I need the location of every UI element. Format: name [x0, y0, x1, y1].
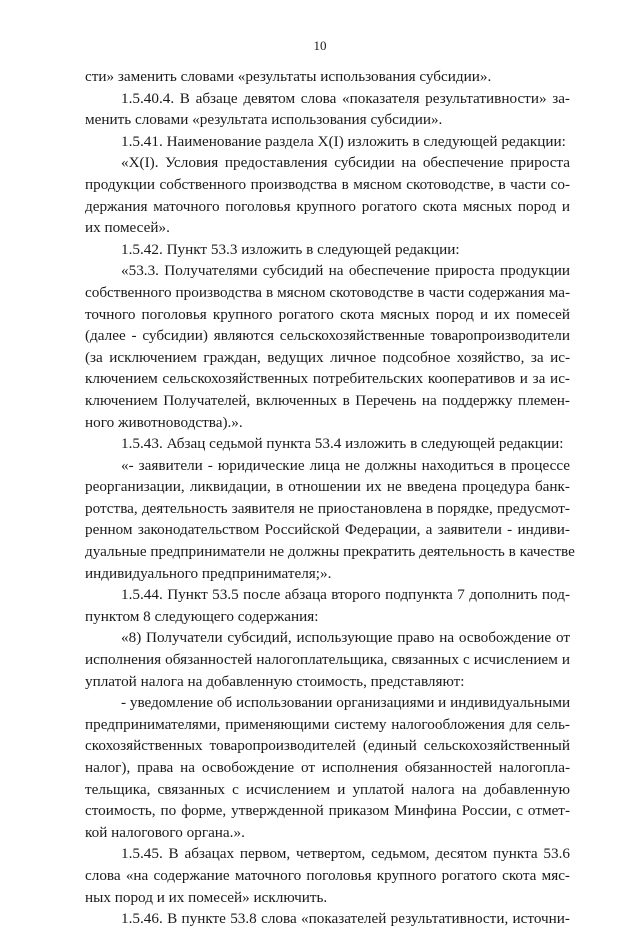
text-line: пунктом 8 следующего содержания: — [85, 607, 319, 625]
text-line: продукции собственного производства в мясном скотоводстве, в части со- — [85, 175, 570, 193]
text-line: ренном законодательством Российской Федерации, а заявители - индиви- — [85, 521, 570, 539]
text-line: менить словами «результата использования субсидии». — [85, 111, 443, 129]
text-line: (за исключением граждан, ведущих личное подсобное хозяйство, за ис- — [85, 348, 570, 366]
text-line: ключением Получателей, включенных в Перечень на поддержку племен- — [85, 391, 570, 409]
text-line: их помесей». — [85, 219, 170, 237]
text-line: «53.3. Получателями субсидий на обеспечение прироста продукции — [121, 262, 570, 280]
text-line: предпринимателями, применяющими систему налогообложения для сель- — [85, 715, 570, 733]
text-line: «8) Получатели субсидий, использующие право на освобождение от — [121, 629, 570, 647]
text-line: тельщика, связанных с исчислением и уплатой налога на добавленную — [85, 780, 570, 798]
text-line: ключением сельскохозяйственных потребительских кооперативов и за ис- — [85, 370, 570, 388]
text-line: 1.5.40.4. В абзаце девятом слова «показателя результативности» за- — [121, 89, 570, 107]
page-number: 10 — [313, 38, 327, 53]
text-line: 1.5.45. В абзацах первом, четвертом, седьмом, десятом пункта 53.6 — [121, 845, 570, 863]
text-line: реорганизации, ликвидации, в отношении их не введена процедура банк- — [85, 478, 570, 496]
text-line: скохозяйственных товаропроизводителей (единый сельскохозяйственный — [85, 737, 570, 755]
text-line: точного поголовья крупного рогатого скота мясных пород и их помесей — [85, 305, 570, 323]
text-line: индивидуального предпринимателя;». — [85, 564, 332, 582]
text-line: ного животноводства).». — [85, 413, 243, 431]
text-line: собственного производства в мясном скотоводстве в части содержания ма- — [85, 283, 570, 301]
text-line: исполнения обязанностей налогоплательщика, связанных с исчислением и — [85, 651, 570, 669]
text-line: налог), права на освобождение от исполнения обязанностей налогопла- — [85, 759, 570, 776]
text-line: «X(I). Условия предоставления субсидии на обеспечение прироста — [121, 154, 570, 172]
text-line: 1.5.43. Абзац седьмой пункта 53.4 изложить в следующей редакции: — [121, 435, 564, 453]
text-line: ных пород и их помесей» исключить. — [85, 888, 328, 906]
text-line: сти» заменить словами «результаты использования субсидии». — [85, 68, 492, 85]
text-line: 1.5.42. Пункт 53.3 изложить в следующей редакции: — [121, 240, 460, 258]
text-line: 1.5.44. Пункт 53.5 после абзаца второго подпункта 7 дополнить под- — [121, 586, 570, 604]
text-line: ротства, деятельность заявителя не приостановлена в порядке, предусмот- — [85, 499, 570, 517]
document-body — [85, 66, 575, 930]
text-line: уплатой налога на добавленную стоимость, представляют: — [85, 672, 465, 690]
text-line: слова «на содержание маточного поголовья крупного рогатого скота мяс- — [85, 866, 570, 884]
text-line: дуальные предприниматели не должны прекратить деятельность в качестве — [85, 543, 575, 561]
text-line: 1.5.46. В пункте 53.8 слова «показателей результативности, источни- — [121, 910, 570, 928]
text-line: - уведомление об использовании организациями и индивидуальными — [121, 694, 571, 712]
text-line: держания маточного поголовья крупного рогатого скота мясных пород и — [85, 197, 570, 215]
text-line: «- заявители - юридические лица не должны находиться в процессе — [121, 456, 570, 474]
text-line: (далее - субсидии) являются сельскохозяйственные товаропроизводители — [85, 327, 570, 345]
text-line: 1.5.41. Наименование раздела X(I) изложить в следующей редакции: — [121, 132, 566, 150]
text-line: стоимость, по форме, утвержденной приказом Минфина России, с отмет- — [85, 802, 570, 820]
text-line: кой налогового органа.». — [85, 823, 245, 841]
